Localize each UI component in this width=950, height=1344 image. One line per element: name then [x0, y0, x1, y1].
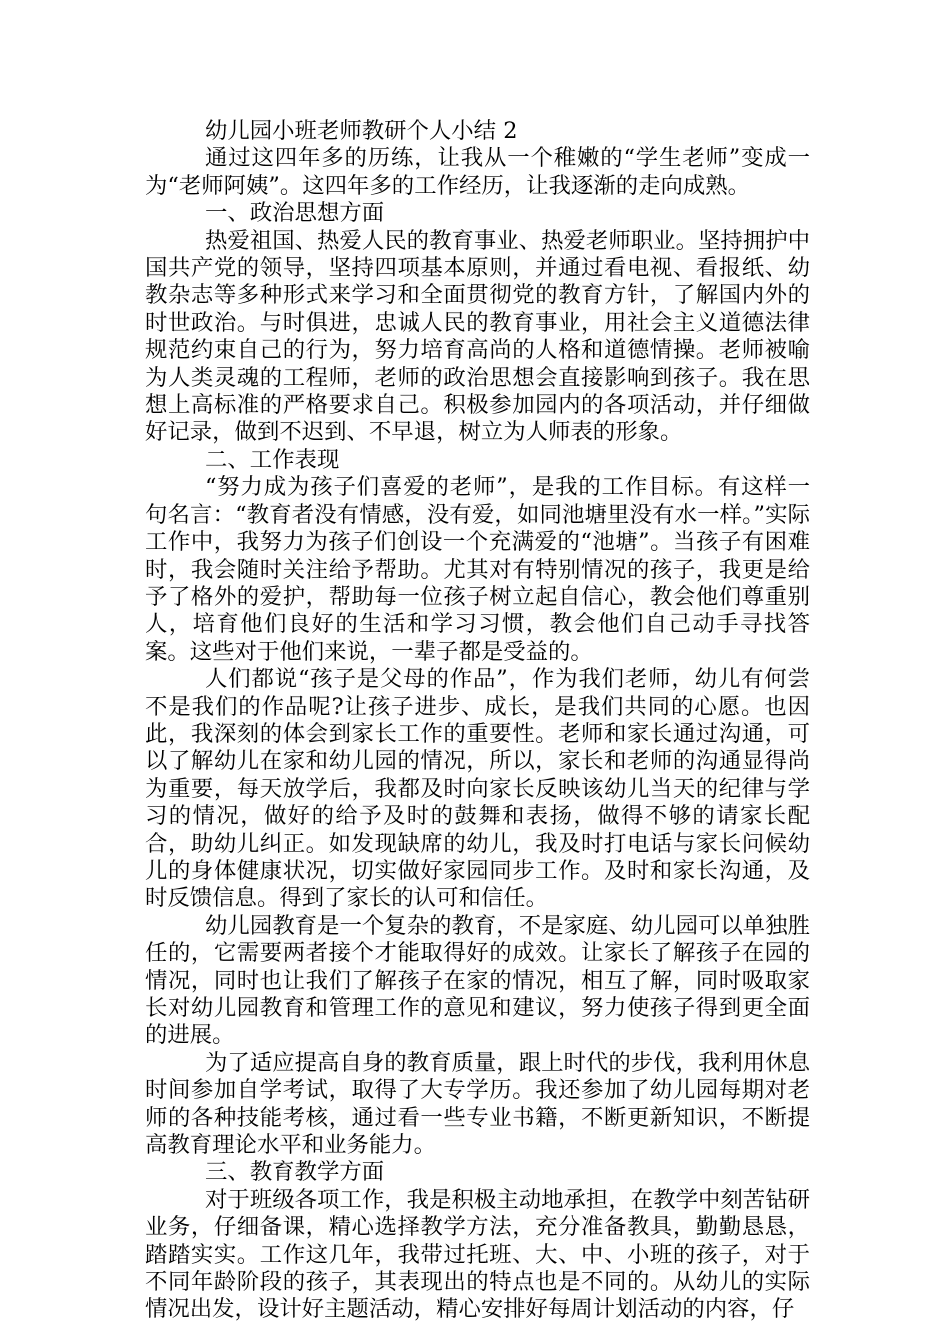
paragraph-work-goal: “努力成为孩子们喜爱的老师”，是我的工作目标。有这样一句名言：“教育者没有情感，没有爱，如同池塘里没有水一样。”实际工作中，我努力为孩子们创设一个充满爱的“池塘”。当孩子有困难时，我会随时关注给予帮助。尤其对有特别情况的孩子，我更是给予了格外的爱护，帮助每一位孩子树立起自信心，教会他们尊重别人，培育他们良好的生活和学习习惯，教会他们自己动手寻找答案。这些对于他们来说，一辈子都是受益的。 — [145, 474, 810, 665]
section-heading-work: 二、工作表现 — [205, 446, 340, 473]
document-page — [145, 118, 810, 1324]
paragraph-cooperation: 幼儿园教育是一个复杂的教育，不是家庭、幼儿园可以单独胜任的，它需要两者接个才能取得好的成效。让家长了解孩子在园的情况，同时也让我们了解孩子在家的情况，相互了解，同时吸取家长对幼儿园教育和管理工作的意见和建议，努力使孩子得到更全面的进展。 — [145, 912, 810, 1049]
paragraph-self-study: 为了适应提高自身的教育质量，跟上时代的步伐，我利用休息时间参加自学考试，取得了大专学历。我还参加了幼儿园每期对老师的各种技能考核，通过看一些专业书籍，不断更新知识，不断提高教育理论水平和业务能力。 — [145, 1049, 810, 1159]
intro-paragraph: 通过这四年多的历练，让我从一个稚嫩的“学生老师”变成一为“老师阿姨”。这四年多的工作经历，让我逐渐的走向成熟。 — [145, 145, 810, 199]
section-heading-teaching: 三、教育教学方面 — [205, 1159, 385, 1186]
document-title: 幼儿园小班老师教研个人小结 2 — [205, 118, 518, 144]
paragraph-teaching: 对于班级各项工作，我是积极主动地承担，在教学中刻苦钻研业务，仔细备课，精心选择教学方法，充分准备教具，勤勤恳恳，踏踏实实。工作这几年，我带过托班、大、中、小班的孩子，对于不同年龄阶段的孩子，其表现出的特点也是不同的。从幼儿的实际情况出发，设计好主题活动，精心安排好每周计划活动的内容，仔 — [145, 1186, 810, 1323]
section-heading-politics: 一、政治思想方面 — [205, 200, 385, 227]
paragraph-parents: 人们都说“孩子是父母的作品”，作为我们老师，幼儿有何尝不是我们的作品呢?让孩子进步、成长，是我们共同的心愿。也因此，我深刻的体会到家长工作的重要性。老师和家长通过沟通，可以了解幼儿在家和幼儿园的情况，所以，家长和老师的沟通显得尚为重要，每天放学后，我都及时向家长反映该幼儿当天的纪律与学习的情况，做好的给予及时的鼓舞和表扬，做得不够的请家长配合，助幼儿纠正。如发现缺席的幼儿，我及时打电话与家长问候幼儿的身体健康状况，切实做好家园同步工作。及时和家长沟通，及时反馈信息。得到了家长的认可和信任。 — [145, 666, 810, 912]
paragraph-politics: 热爱祖国、热爱人民的教育事业、热爱老师职业。坚持拥护中国共产党的领导，坚持四项基本原则，并通过看电视、看报纸、幼教杂志等多种形式来学习和全面贯彻党的教育方针，了解国内外的时世政治。与时俱进，忠诚人民的教育事业，用社会主义道德法律规范约束自己的行为，努力培育高尚的人格和道德情操。老师被喻为人类灵魂的工程师，老师的政治思想会直接影响到孩子。我在思想上高标准的严格要求自己。积极参加园内的各项活动，并仔细做好记录，做到不迟到、不早退，树立为人师表的形象。 — [145, 227, 810, 446]
